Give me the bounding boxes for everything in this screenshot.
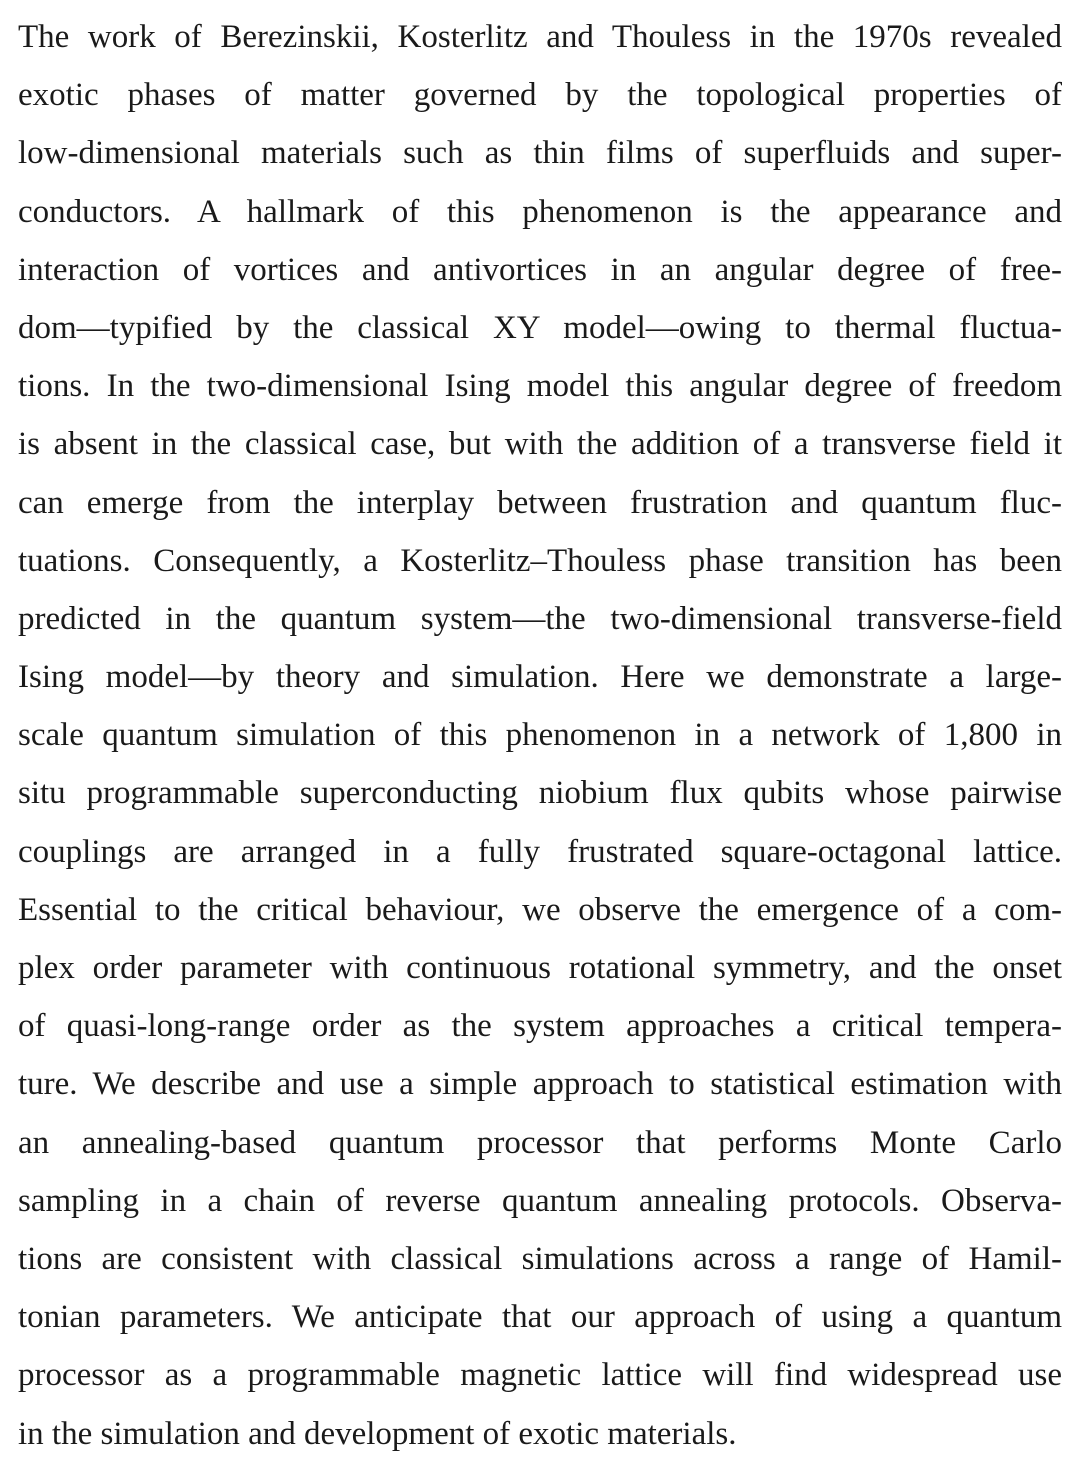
text-line: of quasi-long-range order as the system approaches a critical tempera- (18, 1008, 1062, 1045)
text-line: tions. In the two-dimensional Ising model this angular degree of freedom (18, 368, 1062, 405)
text-line: exotic phases of matter governed by the topological properties of (18, 77, 1062, 114)
text-line: sampling in a chain of reverse quantum annealing protocols. Observa- (18, 1182, 1062, 1219)
text-line: can emerge from the interplay between frustration and quantum fluc- (18, 484, 1062, 521)
text-line: low-dimensional materials such as thin films of superfluids and super- (18, 135, 1062, 172)
text-line: Ising model—by theory and simulation. Here we demonstrate a large- (18, 659, 1062, 696)
text-line: tuations. Consequently, a Kosterlitz–Thouless phase transition has been (18, 542, 1062, 579)
abstract-paragraph (18, 8, 1062, 1463)
text-line: The work of Berezinskii, Kosterlitz and Thouless in the 1970s revealed (18, 19, 1062, 55)
text-line: an annealing-based quantum processor that performs Monte Carlo (18, 1124, 1062, 1161)
text-line: processor as a programmable magnetic lattice will find widespread use (18, 1357, 1062, 1394)
text-line: dom—typified by the classical XY model—owing to thermal fluctua- (18, 309, 1062, 346)
text-line: tonian parameters. We anticipate that our approach of using a quantum (18, 1299, 1062, 1336)
text-line-last: in the simulation and development of exotic materials. (18, 1415, 737, 1452)
text-line: is absent in the classical case, but with the addition of a transverse field it (18, 426, 1062, 463)
text-line: plex order parameter with continuous rotational symmetry, and the onset (18, 950, 1062, 986)
text-line: conductors. A hallmark of this phenomenon is the appearance and (18, 193, 1062, 230)
text-line: tions are consistent with classical simulations across a range of Hamil- (18, 1240, 1062, 1277)
text-line: situ programmable superconducting niobium flux qubits whose pairwise (18, 775, 1062, 812)
text-line: scale quantum simulation of this phenomenon in a network of 1,800 in (18, 717, 1062, 754)
text-line: Essential to the critical behaviour, we observe the emergence of a com- (18, 891, 1062, 928)
text-line: ture. We describe and use a simple approach to statistical estimation with (18, 1066, 1062, 1103)
text-line: predicted in the quantum system—the two-dimensional transverse-field (18, 600, 1062, 637)
text-line: couplings are arranged in a fully frustrated square-octagonal lattice. (18, 833, 1062, 870)
text-line: interaction of vortices and antivortices in an angular degree of free- (18, 251, 1062, 288)
